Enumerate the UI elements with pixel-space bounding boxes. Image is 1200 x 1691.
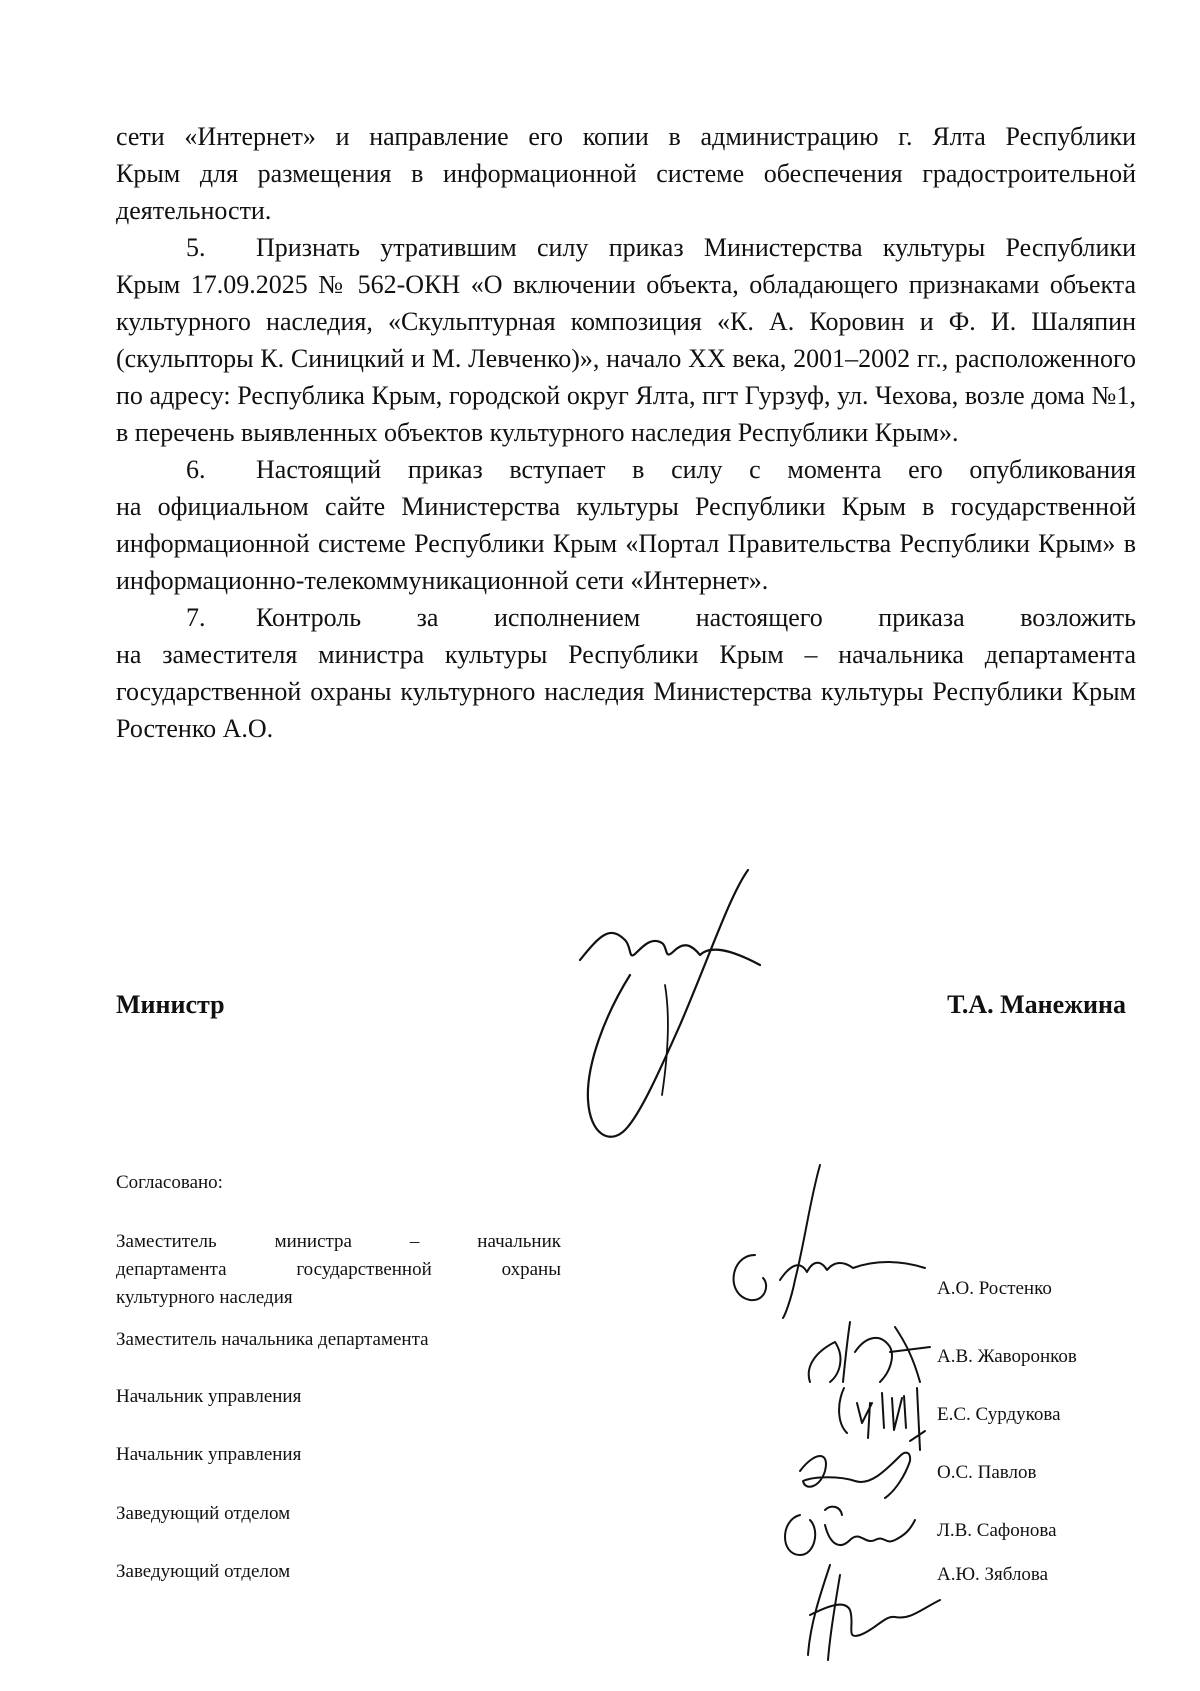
minister-handwritten-signature xyxy=(570,865,790,1155)
paragraph-intro-line2: Крым для размещения в информационной системе обеспечения градостроительной xyxy=(116,159,1136,188)
approval-row-2-position: Заместитель начальника департамента xyxy=(116,1329,429,1350)
approval-label: Согласовано: xyxy=(116,1172,223,1193)
paragraph-5-number: 5. xyxy=(186,233,206,262)
paragraph-7-number: 7. xyxy=(186,603,206,632)
paragraph-5-text-first: Признать утратившим силу приказ Министерства культуры Республики xyxy=(256,233,1136,262)
approval-row-4-name: О.С. Павлов xyxy=(937,1462,1037,1483)
paragraph-6 xyxy=(116,451,1136,599)
approval-row-6-position: Заведующий отделом xyxy=(116,1561,291,1582)
paragraph-6-text: на официальном сайте Министерства культуры Республики Крым в государственной информационной системе Республики Крым «Портал Правительства Республики Крым» в информационно-телекоммуникационной сети «Интернет». xyxy=(116,492,1136,595)
paragraph-7-text: на заместителя министра культуры Республики Крым – начальника департамента государственной охраны культурного наследия Министерства культуры Республики Крым Ростенко А.О. xyxy=(116,640,1136,743)
approval-signature-zyablova xyxy=(800,1555,950,1665)
approval-row-5-position: Заведующий отделом xyxy=(116,1503,291,1524)
paragraph-5 xyxy=(116,229,1136,451)
approval-row-2-name: А.В. Жаворонков xyxy=(937,1346,1077,1367)
minister-name: Т.А. Манежина xyxy=(947,990,1126,1019)
approval-row-1-position-line2: департамента государственной охраны xyxy=(116,1259,561,1280)
approval-row-3-position: Начальник управления xyxy=(116,1386,302,1407)
paragraph-intro-line1: сети «Интернет» и направление его копии в администрацию г. Ялта Республики xyxy=(116,122,1136,151)
approval-row-1-name: А.О. Ростенко xyxy=(937,1278,1052,1299)
minister-title: Министр xyxy=(116,990,225,1019)
approval-row-3-name: Е.С. Сурдукова xyxy=(937,1404,1061,1425)
paragraph-6-number: 6. xyxy=(186,455,206,484)
approval-row-6-name: А.Ю. Зяблова xyxy=(937,1564,1049,1585)
approval-row-1-position-line3: культурного наследия xyxy=(116,1287,293,1308)
paragraph-7 xyxy=(116,599,1136,747)
approval-row-1-position xyxy=(116,1228,561,1312)
approval-signature-rostenko xyxy=(725,1160,935,1320)
approval-row-4-position: Начальник управления xyxy=(116,1444,302,1465)
paragraph-7-text-first: Контроль за исполнением настоящего приказа возложить xyxy=(256,603,1136,632)
approval-row-5-name: Л.В. Сафонова xyxy=(937,1520,1057,1541)
approval-row-1-position-line1: Заместитель министра – начальник xyxy=(116,1231,561,1252)
paragraph-intro-line3: деятельности. xyxy=(116,196,272,225)
document-body xyxy=(116,118,1136,747)
paragraph-6-text-first: Настоящий приказ вступает в силу с момента его опубликования xyxy=(256,455,1136,484)
paragraph-5-text: Крым 17.09.2025 № 562-ОКН «О включении объекта, обладающего признаками объекта культурного наследия, «Скульптурная композиция «К. А. Коровин и Ф. И. Шаляпин (скульпторы К. Синицкий и М. Левченко)», начало XX века, 2001–2002 гг., расположенного по адресу: Республика Крым, городской округ Ялта, пгт Гурзуф, ул. Чехова, возле дома №1, в перечень выявленных объектов культурного наследия Республики Крым». xyxy=(116,270,1136,447)
